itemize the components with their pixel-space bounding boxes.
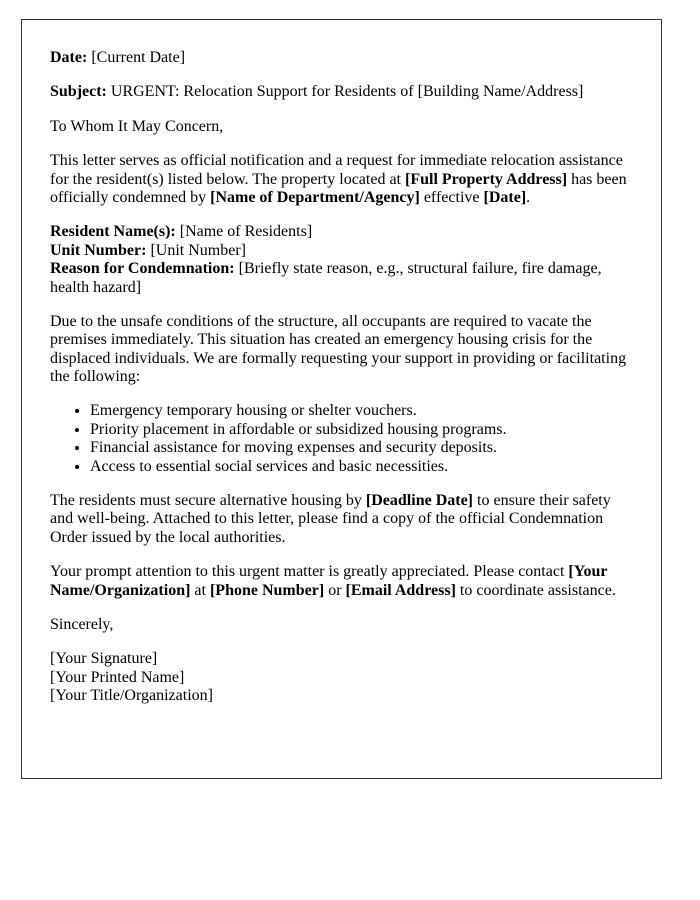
deadline-date-placeholder: [Deadline Date] [365, 492, 474, 510]
condemnation-reason-label: Reason for Condemnation: [50, 260, 235, 278]
date-label: Date: [50, 49, 88, 66]
contact-text-1: Your prompt attention to this urgent matter is greatly appreciated. Please contact [50, 563, 569, 581]
list-item-social-services: • Access to essential social services and basic necessities. [90, 458, 633, 476]
agency-placeholder: [Name of Department/Agency] [210, 188, 420, 206]
date-line [50, 49, 633, 67]
intro-text-4: . [526, 188, 531, 206]
list-item-priority-placement: • Priority placement in affordable or subsidized housing programs. [90, 421, 633, 439]
intro-text-2: has been officially condemned by [50, 170, 627, 206]
deadline-paragraph [50, 492, 633, 547]
printed-name-line: [Your Printed Name] [50, 668, 185, 686]
unit-number-label: Unit Number: [50, 241, 147, 259]
condemnation-reason-value: [Briefly state reason, e.g., structural failure, fire damage, health hazard] [50, 260, 602, 296]
date-value: [Current Date] [87, 49, 186, 66]
contact-name-placeholder: [Your Name/Organization] [50, 563, 608, 599]
intro-text-1: This letter serves as official notification and a request for immediate relocation assistance for the resident(s) listed below. The property located at [50, 152, 623, 188]
letter-document [21, 19, 662, 779]
contact-paragraph [50, 563, 633, 600]
deadline-text-2: to ensure their safety and well-being. Attached to this letter, please find a copy of the official Condemnation Order issued by the local authorities. [50, 492, 611, 546]
vacate-paragraph: Due to the unsafe conditions of the structure, all occupants are required to vacate the premises immediately. This situation has created an emergency housing crisis for the displaced individuals. We are formally requesting your support in providing or facilitating the following: [50, 312, 627, 386]
phone-number-placeholder: [Phone Number] [209, 581, 325, 599]
signature-line: [Your Signature] [50, 650, 158, 668]
resident-name-value: [Name of Residents] [175, 223, 313, 241]
contact-text-3: or [324, 581, 346, 599]
contact-text-2: at [190, 581, 210, 599]
salutation: To Whom It May Concern, [50, 117, 224, 135]
subject-label: Subject: [50, 83, 107, 101]
list-item-financial-assistance: • Financial assistance for moving expenses and security deposits. [90, 439, 633, 457]
effective-date-placeholder: [Date] [483, 188, 527, 206]
contact-text-4: to coordinate assistance. [455, 581, 616, 599]
closing: Sincerely, [50, 615, 114, 633]
list-item-emergency-housing: • Emergency temporary housing or shelter vouchers. [90, 402, 633, 420]
subject-line [50, 83, 633, 101]
unit-number-value: [Unit Number] [146, 241, 246, 259]
request-list [50, 402, 633, 476]
subject-value: URGENT: Relocation Support for Residents of [Building Name/Address] [106, 83, 584, 101]
deadline-text-1: The residents must secure alternative housing by [50, 492, 366, 510]
intro-paragraph [50, 152, 633, 207]
email-address-placeholder: [Email Address] [345, 581, 456, 599]
resident-details-block [50, 223, 633, 297]
property-address-placeholder: [Full Property Address] [405, 170, 568, 188]
resident-name-label: Resident Name(s): [50, 223, 176, 241]
title-organization-line: [Your Title/Organization] [50, 687, 213, 705]
signature-block [50, 650, 633, 705]
intro-text-3: effective [419, 188, 484, 206]
